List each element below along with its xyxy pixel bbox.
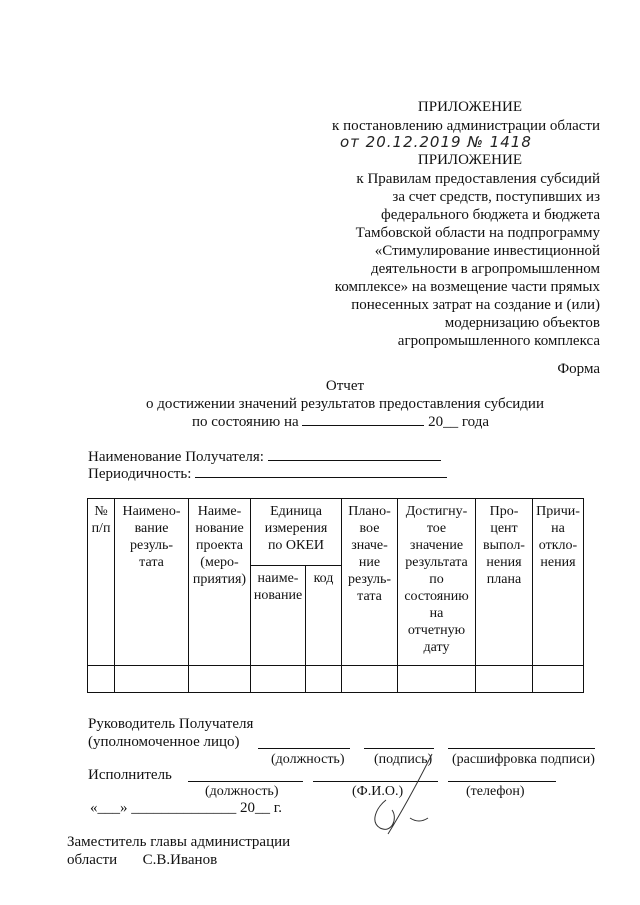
- rules-line: за счет средств, поступивших из: [392, 189, 600, 205]
- phone-caption: (телефон): [466, 784, 525, 799]
- head-position-line[interactable]: [258, 748, 350, 749]
- deputy-title: Заместитель главы администрации: [67, 834, 291, 850]
- periodicity-field: [88, 465, 447, 483]
- appendix-to: к постановлению администрации области: [332, 118, 600, 134]
- report-title: Отчет: [325, 378, 365, 394]
- deputy-signature-line: [67, 851, 217, 869]
- executor-position-line[interactable]: [188, 781, 303, 782]
- col-header-plan: Плано- вое значе- ние резуль- тата: [342, 499, 398, 666]
- periodicity-input[interactable]: [195, 465, 447, 478]
- table-cell[interactable]: [342, 666, 398, 693]
- appendix-title: ПРИЛОЖЕНИЕ: [417, 99, 522, 115]
- recipient-label: Наименование Получателя:: [88, 449, 264, 465]
- rules-line: понесенных затрат на создание и (или): [351, 297, 600, 313]
- col-header-achieved: Достигну- тое значение результата по состоянию на отчетную дату: [398, 499, 476, 666]
- table-row: [88, 666, 584, 693]
- col-header-unit-name: наиме- нование: [251, 566, 306, 666]
- date-line: «___» ______________ 20__ г.: [90, 800, 282, 816]
- rules-line: комплексе» на возмещение части прямых: [334, 279, 600, 295]
- periodicity-label: Периодичность:: [88, 466, 192, 482]
- executor-label: Исполнитель: [88, 767, 172, 783]
- head-decoding-line[interactable]: [448, 748, 595, 749]
- form-label: Форма: [557, 361, 600, 377]
- col-header-project: Наиме- нование проекта (меро- приятия): [189, 499, 251, 666]
- handwritten-signature-icon: [340, 748, 440, 848]
- table-cell[interactable]: [251, 666, 306, 693]
- appendix-title-2: ПРИЛОЖЕНИЕ: [417, 152, 522, 168]
- table-cell[interactable]: [398, 666, 476, 693]
- rules-line: деятельности в агропромышленном: [370, 261, 600, 277]
- table-cell[interactable]: [476, 666, 533, 693]
- col-header-result: Наимено- вание резуль- тата: [115, 499, 189, 666]
- executor-phone-line[interactable]: [448, 781, 556, 782]
- rules-line: агропромышленного комплекса: [397, 333, 600, 349]
- region-label: области: [67, 852, 118, 868]
- rules-reference: [280, 170, 600, 350]
- position-caption: (должность): [271, 752, 345, 767]
- report-table: [87, 498, 584, 693]
- rules-line: федерального бюджета и бюджета: [380, 207, 600, 223]
- table-cell[interactable]: [88, 666, 115, 693]
- table-cell[interactable]: [306, 666, 342, 693]
- position-caption-2: (должность): [205, 784, 279, 799]
- handwritten-reference: от 20.12.2019 № 1418: [340, 133, 532, 151]
- report-as-of: [192, 413, 489, 431]
- table-cell[interactable]: [189, 666, 251, 693]
- col-header-reason: Причи- на откло- нения: [533, 499, 584, 666]
- as-of-date-blank[interactable]: [302, 413, 424, 426]
- report-subtitle: о достижении значений результатов предоставления субсидии: [146, 396, 544, 412]
- fio-caption: (Ф.И.О.): [352, 784, 404, 799]
- recipient-input[interactable]: [268, 448, 441, 461]
- col-header-number: № п/п: [88, 499, 115, 666]
- deputy-name: С.В.Иванов: [142, 852, 218, 868]
- rules-line: Тамбовской области на подпрограмму: [355, 225, 600, 241]
- recipient-field: [88, 448, 441, 466]
- decoding-caption: (расшифровка подписи): [452, 752, 595, 767]
- rules-line: «Стимулирование инвестиционной: [374, 243, 600, 259]
- rules-line: модернизацию объектов: [444, 315, 600, 331]
- table-cell[interactable]: [115, 666, 189, 693]
- as-of-prefix: по состоянию на: [192, 414, 299, 430]
- col-header-percent: Про- цент выпол- нения плана: [476, 499, 533, 666]
- signature-caption: (подпись): [374, 752, 433, 767]
- table-cell[interactable]: [533, 666, 584, 693]
- rules-line: к Правилам предоставления субсидий: [356, 171, 600, 187]
- col-header-unit: Единица измерения по ОКЕИ: [251, 499, 342, 566]
- col-header-unit-code: код: [306, 566, 342, 666]
- head-label: Руководитель Получателя: [88, 716, 254, 732]
- authorized-label: (уполномоченное лицо): [88, 734, 240, 750]
- as-of-year: 20__ года: [428, 414, 490, 430]
